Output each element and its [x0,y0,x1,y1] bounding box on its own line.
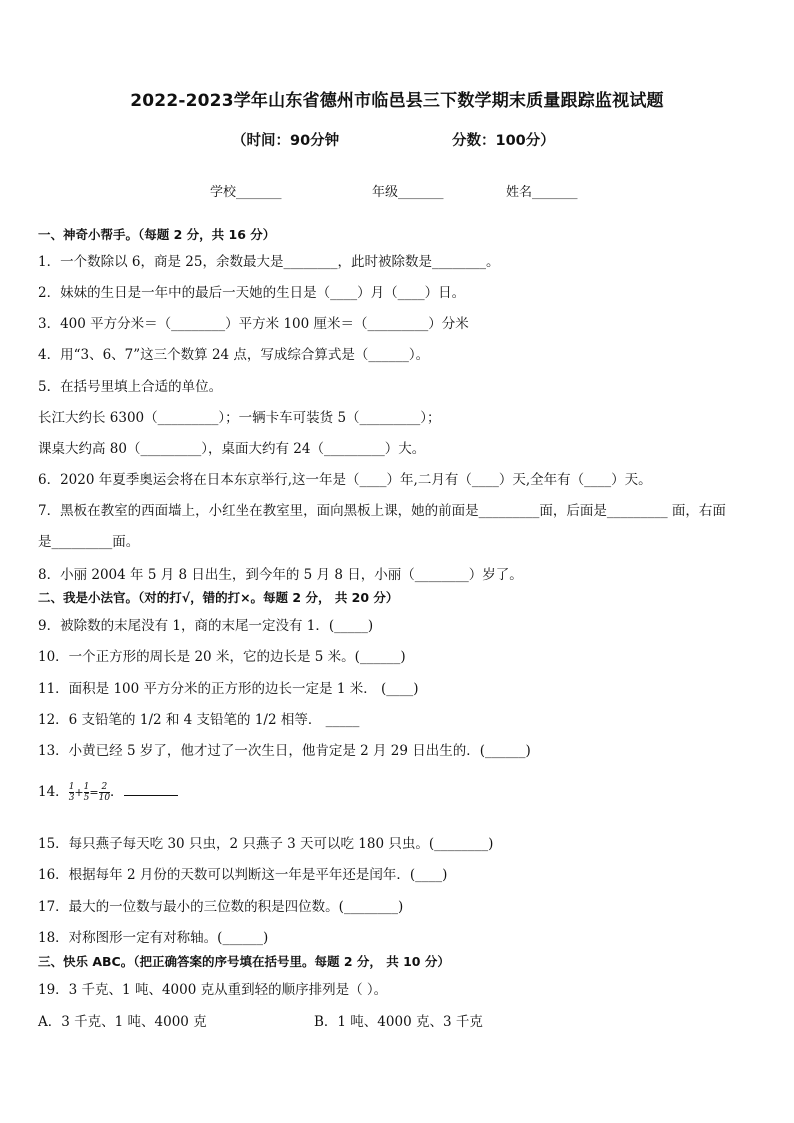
option-a: A．3 千克、1 吨、4000 克 [38,1014,207,1030]
exam-score: 分数：100分） [452,133,555,149]
exam-time: （时间：90分钟 [232,133,340,149]
question-13: 13．小黄已经 5 岁了，他才过了一次生日，他肯定是 2 月 29 日出生的．(______) [38,743,531,759]
question-19: 19．3 千克、1 吨、4000 克从重到轻的顺序排列是（ ）。 [38,982,388,998]
question-5-line-a: 长江大约长 6300（_________）；一辆卡车可装货 5（_________）； [38,410,441,426]
answer-blank [124,783,178,796]
question-5: 5．在括号里填上合适的单位。 [38,379,223,395]
question-3: 3．400 平方分米＝（________）平方米 100 厘米＝（_________）分米 [38,316,469,332]
page-title: 2022-2023学年山东省德州市临邑县三下数学期末质量跟踪监视试题 [130,91,664,111]
question-12: 12．6 支铅笔的 1/2 和 4 支铅笔的 1/2 相等． _____ [38,712,360,728]
question-8: 8．小丽 2004 年 5 月 8 日出生，到今年的 5 月 8 日，小丽（________）岁了。 [38,567,523,583]
question-7-cont: 是_________面。 [38,534,140,550]
fraction-one-fifth: $\frac{1}{5}$ [83,782,90,803]
question-6: 6．2020 年夏季奥运会将在日本东京举行,这一年是（____）年,二月有（____）天,全年有（____）天。 [38,472,652,488]
question-5-line-b: 课桌大约高 80（_________），桌面大约有 24（_________）大。 [38,441,426,457]
question-16: 16．根据每年 2 月份的天数可以判断这一年是平年还是闰年．(____) [38,867,448,883]
question-14: 14． $\frac{1}{3}$ + $\frac{1}{5}$ = $\frac{2}{10}$ ． [38,780,178,803]
section-heading-1: 一、神奇小帮手。（每题 2 分，共 16 分） [38,227,276,242]
fraction-two-tenths: $\frac{2}{10}$ [98,782,111,803]
question-15: 15．每只燕子每天吃 30 只虫，2 只燕子 3 天可以吃 180 只虫。(________) [38,836,494,852]
question-17: 17．最大的一位数与最小的三位数的积是四位数。(________) [38,899,404,915]
question-11: 11．面积是 100 平方分米的正方形的边长一定是 1 米． (____) [38,681,419,697]
question-1: 1．一个数除以 6，商是 25，余数最大是________，此时被除数是________。 [38,254,500,270]
question-4: 4．用“3、6、7”这三个数算 24 点，写成综合算式是（______）。 [38,347,430,363]
section-heading-3: 三、快乐 ABC。（把正确答案的序号填在括号里。每题 2 分， 共 10 分） [38,954,450,969]
school-field: 学校_______ [210,185,282,200]
fraction-one-third: $\frac{1}{3}$ [68,782,75,803]
option-b: B．1 吨、4000 克、3 千克 [314,1014,483,1030]
section-heading-2: 二、我是小法官。（对的打√，错的打×。每题 2 分， 共 20 分） [38,590,399,605]
question-10: 10．一个正方形的周长是 20 米，它的边长是 5 米。(______) [38,649,406,665]
question-9: 9．被除数的末尾没有 1，商的末尾一定没有 1．(_____) [38,618,374,634]
grade-field: 年级_______ [372,185,444,200]
name-field: 姓名_______ [506,185,578,200]
question-7: 7．黑板在教室的西面墙上，小红坐在教室里，面向黑板上课，她的前面是_________面，后面是_________ 面，右面 [38,503,726,519]
question-2: 2．妹妹的生日是一年中的最后一天她的生日是（____）月（____）日。 [38,285,466,301]
question-18: 18．对称图形一定有对称轴。(______) [38,930,269,946]
question-14-number: 14． [38,784,69,800]
